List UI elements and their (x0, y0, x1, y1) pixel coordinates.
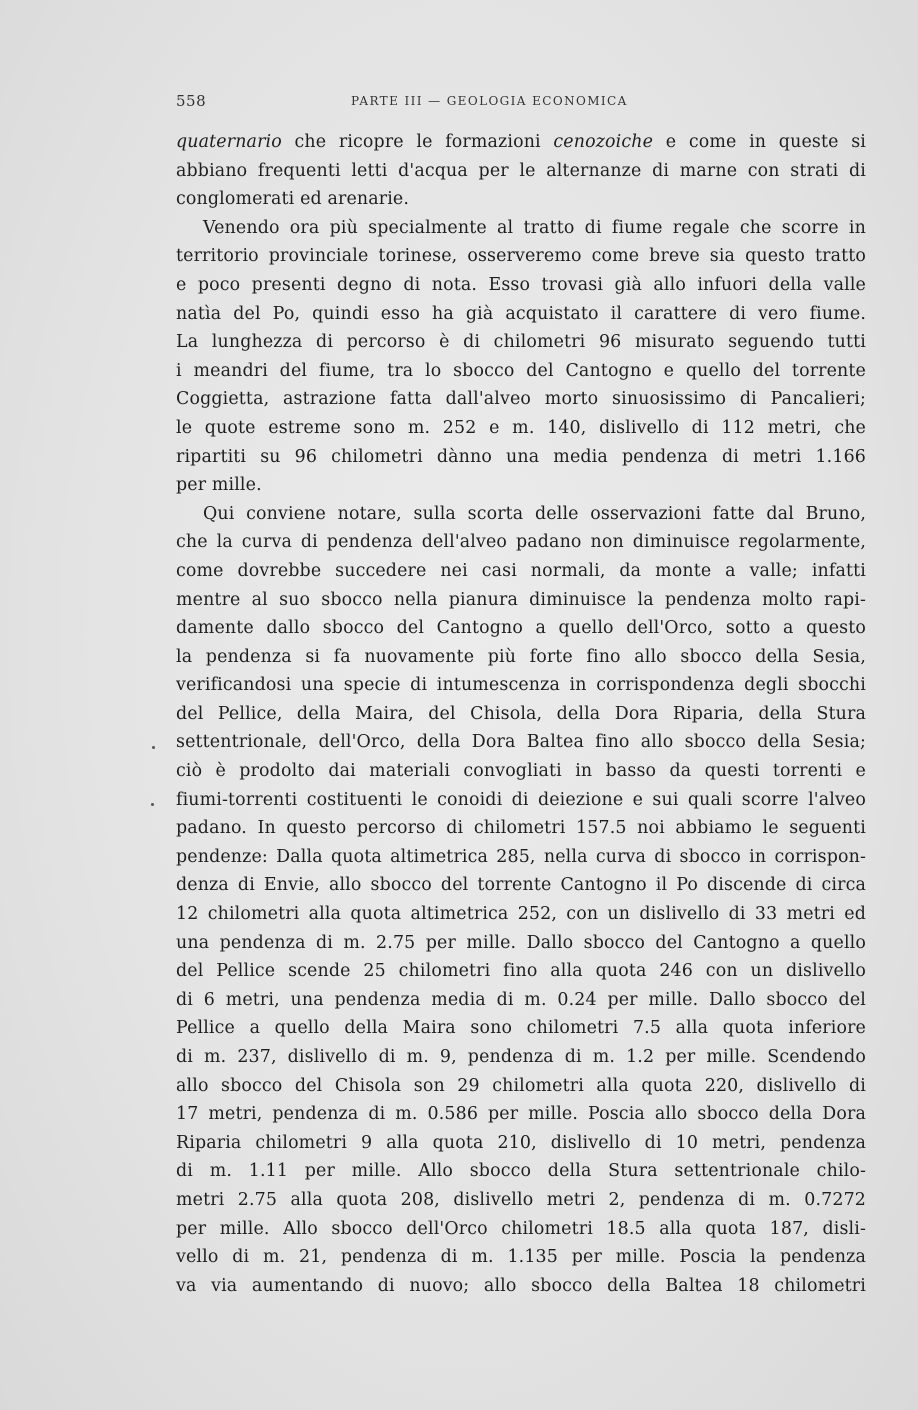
text-line: quaternario che ricopre le formazioni cenozoiche e come in queste si (176, 132, 866, 152)
margin-speck (151, 803, 154, 806)
text-line: territorio provinciale torinese, osserveremo come breve sia questo tratto (176, 246, 866, 267)
text-line: damente dallo sbocco del Cantogno a quello dell'Orco, sotto a questo (176, 618, 866, 639)
text-line: i meandri del fiume, tra lo sbocco del Cantogno e quello del torrente (176, 360, 866, 381)
text-line: verificandosi una specie di intumescenza in corrispondenza degli sbocchi (176, 675, 866, 696)
text-line: metri 2.75 alla quota 208, dislivello metri 2, pendenza di m. 0.7272 (176, 1189, 866, 1210)
text-line: 17 metri, pendenza di m. 0.586 per mille. Poscia allo sbocco della Dora (176, 1104, 866, 1125)
text-line: Coggietta, astrazione fatta dall'alveo morto sinuosissimo di Pancalieri; (176, 389, 866, 410)
text-line: 12 chilometri alla quota altimetrica 252, con un dislivello di 33 metri ed (176, 904, 866, 925)
text-line: del Pellice scende 25 chilometri fino alla quota 246 con un dislivello (176, 961, 866, 982)
text-line: settentrionale, dell'Orco, della Dora Baltea fino allo sbocco della Sesia; (176, 732, 866, 753)
text-line: le quote estreme sono m. 252 e m. 140, dislivello di 112 metri, che (176, 417, 866, 438)
text-line: ciò è prodolto dai materiali convogliati in basso da questi torrenti e (176, 761, 866, 782)
margin-speck (152, 746, 155, 749)
body-text (176, 128, 866, 1300)
text-line: Riparia chilometri 9 alla quota 210, dislivello di 10 metri, pendenza (176, 1132, 866, 1153)
text-line: abbiano frequenti letti d'acqua per le alternanze di marne con strati di (176, 160, 866, 181)
text-line: per mille. Allo sbocco dell'Orco chilometri 18.5 alla quota 187, disli- (176, 1218, 866, 1239)
text-line: Pellice a quello della Maira sono chilometri 7.5 alla quota inferiore (176, 1018, 866, 1039)
text-line: che la curva di pendenza dell'alveo padano non diminuisce regolarmente, (176, 532, 866, 553)
text-line: del Pellice, della Maira, del Chisola, della Dora Riparia, della Stura (176, 703, 866, 724)
text-line: pendenze: Dalla quota altimetrica 285, nella curva di sbocco in corrispon- (176, 846, 866, 867)
text-line: ripartiti su 96 chilometri dànno una media pendenza di metri 1.166 (176, 446, 866, 467)
text-line: una pendenza di m. 2.75 per mille. Dallo sbocco del Cantogno a quello (176, 932, 866, 953)
text-line: natìa del Po, quindi esso ha già acquistato il carattere di vero fiume. (176, 303, 866, 324)
page-number: 558 (176, 92, 207, 110)
text-line: per mille. (176, 475, 262, 496)
text-line: di 6 metri, una pendenza media di m. 0.24 per mille. Dallo sbocco del (176, 989, 866, 1010)
page-header (176, 92, 866, 118)
text-line: Venendo ora più specialmente al tratto di fiume regale che scorre in (203, 217, 866, 238)
text-line: di m. 1.11 per mille. Allo sbocco della Stura settentrionale chilo- (176, 1161, 866, 1182)
text-line: padano. In questo percorso di chilometri 157.5 noi abbiamo le seguenti (176, 818, 866, 839)
text-line: mentre al suo sbocco nella pianura diminuisce la pendenza molto rapi- (176, 589, 866, 610)
text-line: Qui conviene notare, sulla scorta delle osservazioni fatte dal Bruno, (203, 503, 866, 524)
text-line: va via aumentando di nuovo; allo sbocco della Baltea 18 chilometri (176, 1275, 866, 1296)
italic-term: quaternario (176, 132, 282, 152)
text-line: allo sbocco del Chisola son 29 chilometri alla quota 220, dislivello di (176, 1075, 866, 1096)
text-line: fiumi-torrenti costituenti le conoidi di deiezione e sui quali scorre l'alveo (176, 789, 866, 810)
running-head: PARTE III — GEOLOGIA ECONOMICA (351, 94, 628, 108)
text-line: di m. 237, dislivello di m. 9, pendenza di m. 1.2 per mille. Scendendo (176, 1047, 866, 1067)
text-line: La lunghezza di percorso è di chilometri 96 misurato seguendo tutti (176, 332, 866, 353)
text-line: la pendenza si fa nuovamente più forte fino allo sbocco della Sesia, (176, 646, 866, 667)
text-line: come dovrebbe succedere nei casi normali, da monte a valle; infatti (176, 560, 866, 581)
text-line: e poco presenti degno di nota. Esso trovasi già allo infuori della valle (176, 274, 866, 295)
text-line: denza di Envie, allo sbocco del torrente Cantogno il Po discende di circa (176, 875, 866, 896)
italic-term: cenozoiche (553, 132, 654, 152)
text-line: vello di m. 21, pendenza di m. 1.135 per mille. Poscia la pendenza (176, 1247, 866, 1268)
text-line: conglomerati ed arenarie. (176, 189, 410, 210)
